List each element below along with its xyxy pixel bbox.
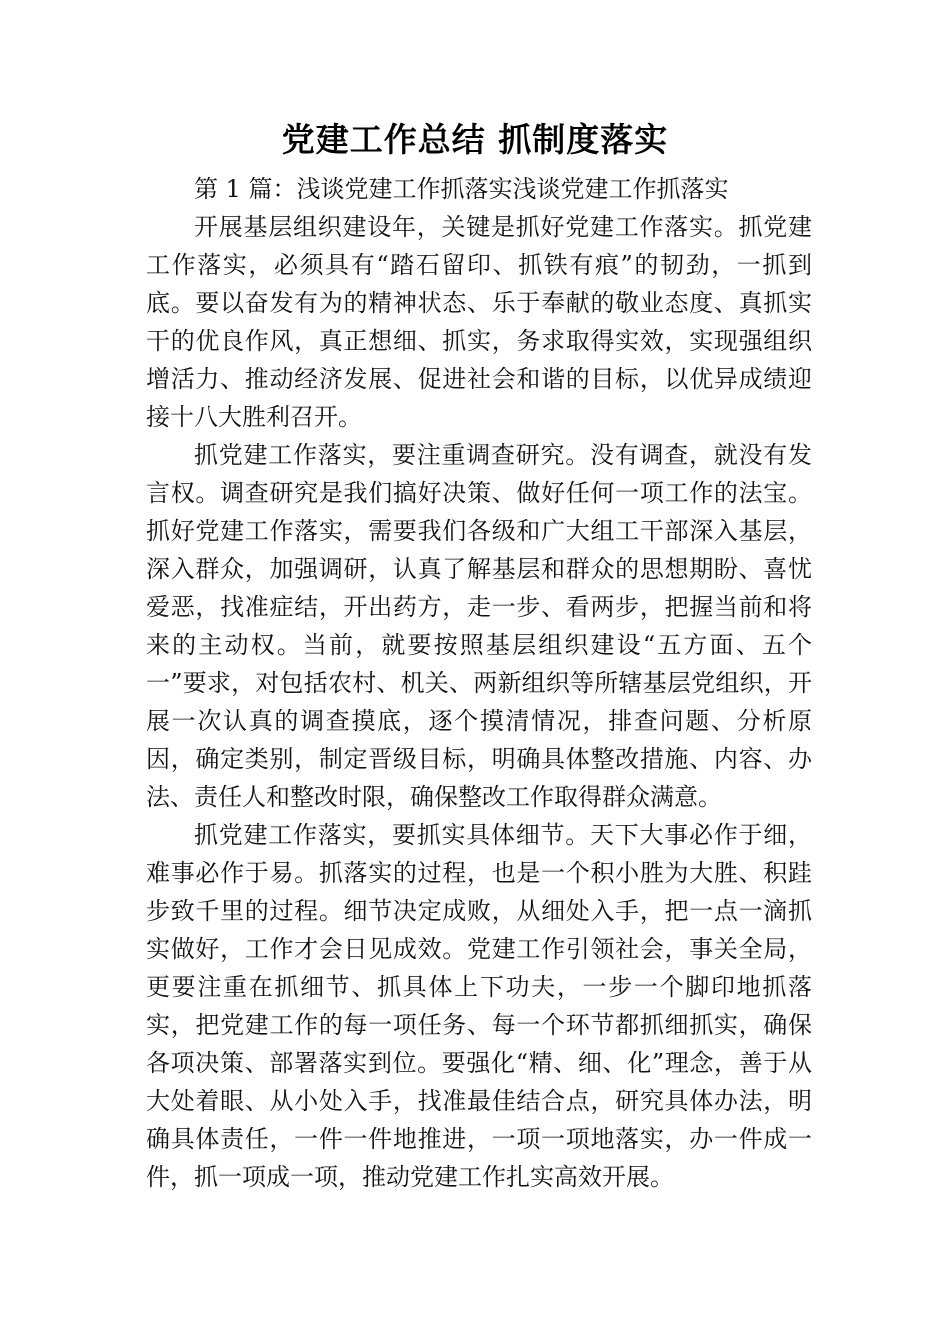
body-paragraph: 开展基层组织建设年，关键是抓好党建工作落实。抓党建工作落实，必须具有“踏石留印、抓铁有痕”的韧劲，一抓到底。要以奋发有为的精神状态、乐于奉献的敬业态度、真抓实干的优良作风，真正想细、抓实，务求取得实效，实现强组织增活力、推动经济发展、促进社会和谐的目标，以优异成绩迎接十八大胜利召开。 <box>146 213 812 431</box>
document-body <box>146 170 812 1196</box>
body-paragraph: 抓党建工作落实，要抓实具体细节。天下大事必作于细，难事必作于易。抓落实的过程，也是一个积小胜为大胜、积跬步致千里的过程。细节决定成败，从细处入手，把一点一滴抓实做好，工作才会日见成效。党建工作引领社会，事关全局，更要注重在抓细节、抓具体上下功夫，一步一个脚印地抓落实，把党建工作的每一项任务、每一个环节都抓细抓实，确保各项决策、部署落实到位。要强化“精、细、化”理念，善于从大处着眼、从小处入手，找准最佳结合点，研究具体办法，明确具体责任，一件一件地推进，一项一项地落实，办一件成一件，抓一项成一项，推动党建工作扎实高效开展。 <box>146 821 812 1191</box>
chapter-heading: 第 1 篇：浅谈党建工作抓落实浅谈党建工作抓落实 <box>194 175 729 203</box>
document-title: 党建工作总结 抓制度落实 <box>281 120 669 159</box>
body-paragraph: 抓党建工作落实，要注重调查研究。没有调查，就没有发言权。调查研究是我们搞好决策、做好任何一项工作的法宝。抓好党建工作落实，需要我们各级和广大组工干部深入基层，深入群众，加强调研，认真了解基层和群众的思想期盼、喜忧爱恶，找准症结，开出药方，走一步、看两步，把握当前和将来的主动权。当前，就要按照基层组织建设“五方面、五个一”要求，对包括农村、机关、两新组织等所辖基层党组织，开展一次认真的调查摸底，逐个摸清情况，排查问题、分析原因，确定类别，制定晋级目标，明确具体整改措施、内容、办法、责任人和整改时限，确保整改工作取得群众满意。 <box>146 441 812 811</box>
